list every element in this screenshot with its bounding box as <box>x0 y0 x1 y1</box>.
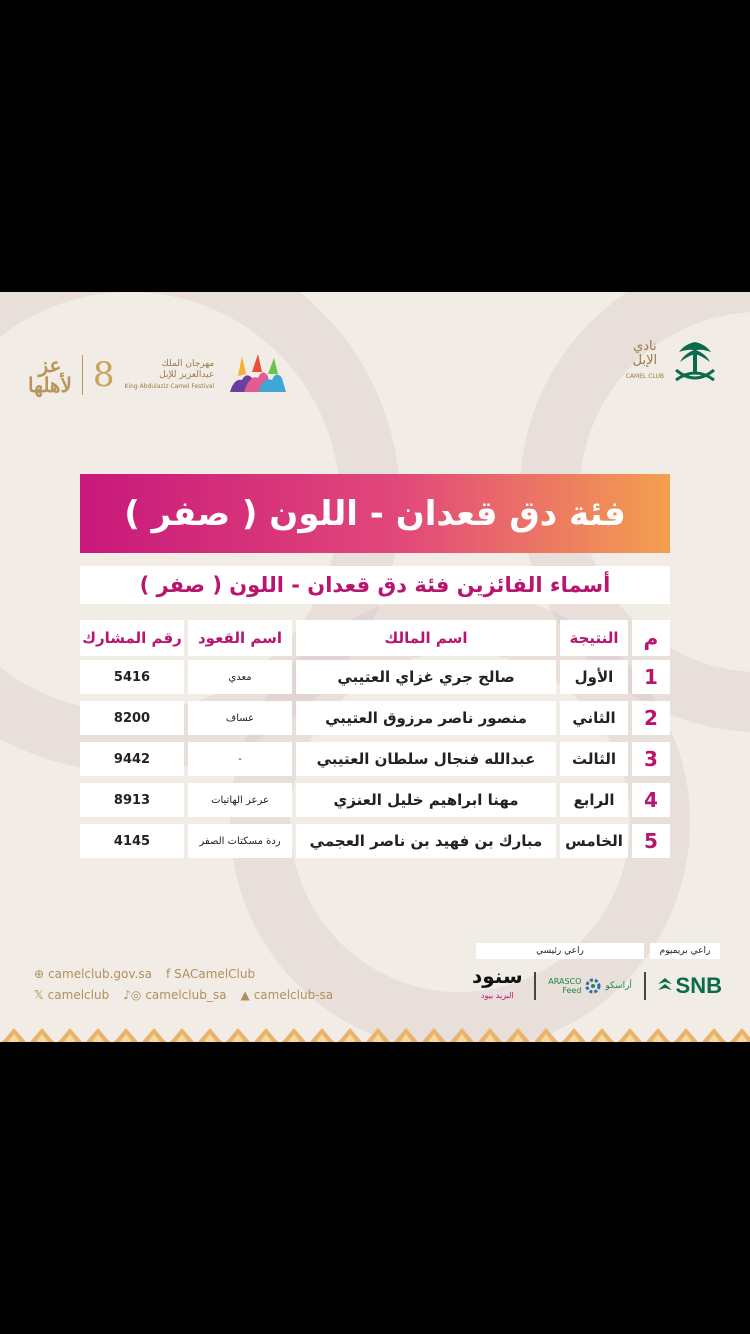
snapchat-link[interactable]: ▲ camelclub-sa <box>240 988 334 1002</box>
social-row-2 <box>34 988 333 1002</box>
row-5-owner: مبارك بن فهيد بن ناصر العجمي <box>296 824 556 858</box>
row-1-number: 1 <box>632 660 670 694</box>
row-3-camel: - <box>188 742 292 776</box>
camel-riders-icon <box>224 352 294 398</box>
slogan-logo: عز لأهلها <box>28 353 72 397</box>
logo-divider <box>82 355 83 395</box>
social-row-1 <box>34 967 255 981</box>
x-icon: 𝕏 <box>34 988 44 1002</box>
row-1-camel: معدي <box>188 660 292 694</box>
camel-club-logo <box>626 336 720 388</box>
winners-card <box>0 292 750 1042</box>
premium-sponsor-label: راعي بريميوم <box>650 943 720 959</box>
header-participant: رقم المشارك <box>80 620 184 656</box>
winners-subtitle: أسماء الفائزين فئة دق قعدان - اللون ( صفر ) <box>80 566 670 604</box>
row-5-camel: ردة مسكتات الصفر <box>188 824 292 858</box>
arasco-logo: أراسكو ARASCO Feed <box>548 977 632 995</box>
gear-icon <box>584 977 602 995</box>
header-camel: اسم القعود <box>188 620 292 656</box>
tiktok-instagram-icon: ♪◎ <box>123 988 142 1002</box>
row-3-owner: عبدالله فنجال سلطان العتيبي <box>296 742 556 776</box>
tiktok-instagram-link[interactable]: ♪◎ camelclub_sa <box>123 988 227 1002</box>
festival-number: 8 <box>92 355 115 395</box>
row-1-participant: 5416 <box>80 660 184 694</box>
row-4-result: الرابع <box>560 783 628 817</box>
row-2-owner: منصور ناصر مرزوق العتيبي <box>296 701 556 735</box>
row-1-owner: صالح جري غزاي العتيبي <box>296 660 556 694</box>
sanad-logo: سنود البريد بيود <box>472 964 523 1000</box>
row-2-camel: عساف <box>188 701 292 735</box>
row-2-number: 2 <box>632 701 670 735</box>
header-owner: اسم المالك <box>296 620 556 656</box>
globe-icon: ⊕ <box>34 967 45 981</box>
row-1-result: الأول <box>560 660 628 694</box>
facebook-link[interactable]: f SACamelClub <box>165 967 256 981</box>
row-4-owner: مهنا ابراهيم خليل العنزي <box>296 783 556 817</box>
header-number: م <box>632 620 670 656</box>
facebook-icon: f <box>165 967 171 981</box>
row-5-participant: 4145 <box>80 824 184 858</box>
row-5-result: الخامس <box>560 824 628 858</box>
row-3-participant: 9442 <box>80 742 184 776</box>
row-3-result: الثالث <box>560 742 628 776</box>
row-2-participant: 8200 <box>80 701 184 735</box>
palm-swords-icon <box>670 336 720 388</box>
sponsor-divider <box>534 972 536 1000</box>
snapchat-icon: ▲ <box>240 988 250 1002</box>
row-2-result: الثاني <box>560 701 628 735</box>
page-title: فئة دق قعدان - اللون ( صفر ) <box>80 474 670 553</box>
x-link[interactable]: 𝕏 camelclub <box>34 988 110 1002</box>
decorative-border-pattern <box>0 1020 750 1042</box>
row-4-camel: عرعر الهاتيات <box>188 783 292 817</box>
festival-name: مهرجان الملك عبدالعزيز للإبل King Abdulaziz Camel Festival <box>124 358 215 390</box>
sponsor-logos <box>472 964 722 1005</box>
snb-mark-icon <box>658 978 672 994</box>
row-3-number: 3 <box>632 742 670 776</box>
main-sponsor-label: راعي رئيسي <box>476 943 644 959</box>
row-5-number: 5 <box>632 824 670 858</box>
snb-logo: SNB <box>658 973 722 999</box>
sponsor-divider <box>644 972 646 1000</box>
row-4-number: 4 <box>632 783 670 817</box>
header-result: النتيجة <box>560 620 628 656</box>
website-link[interactable]: ⊕ camelclub.gov.sa <box>34 967 152 981</box>
camel-club-name: نادي الإبل CAMEL CLUB <box>625 339 664 380</box>
festival-logos <box>28 350 294 400</box>
row-4-participant: 8913 <box>80 783 184 817</box>
